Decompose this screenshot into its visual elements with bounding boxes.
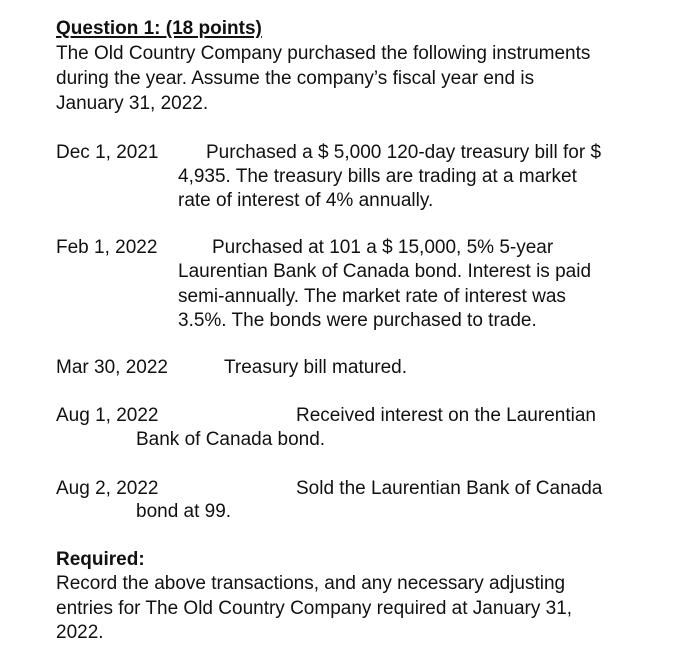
transaction-text: Purchased a $ 5,000 120-day treasury bill for $ [206,142,602,163]
transaction-text: rate of interest of 4% annually. [178,190,434,211]
intro-line: The Old Country Company purchased the following instruments [56,43,591,64]
transaction-text: Laurentian Bank of Canada bond. Interest is paid [178,261,592,282]
transaction-text: 4,935. The treasury bills are trading at a market [178,166,577,187]
required-line: entries for The Old Country Company required at January 31, [56,598,573,619]
transaction-text: 3.5%. The bonds were purchased to trade. [178,310,537,331]
transaction-date: Aug 1, 2022 [56,405,159,426]
intro-line: January 31, 2022. [56,93,209,114]
required-line: Record the above transactions, and any necessary adjusting [56,573,566,594]
transaction-date: Dec 1, 2021 [56,142,159,163]
required-heading: Required: [56,549,145,570]
question-title: Question 1: (18 points) [56,18,262,39]
required-line: 2022. [56,622,104,643]
transaction-text: Received interest on the Laurentian [296,405,596,426]
transaction-text: semi-annually. The market rate of interest was [178,286,566,307]
transaction-text: bond at 99. [136,501,232,522]
transaction-text: Sold the Laurentian Bank of Canada [296,478,603,499]
transaction-date: Mar 30, 2022 [56,357,168,378]
transaction-text: Treasury bill matured. [224,357,408,378]
transaction-date: Aug 2, 2022 [56,478,159,499]
intro-line: during the year. Assume the company’s fiscal year end is [56,68,535,89]
transaction-date: Feb 1, 2022 [56,237,158,258]
transaction-text: Bank of Canada bond. [136,429,326,450]
transaction-text: Purchased at 101 a $ 15,000, 5% 5-year [212,237,554,258]
